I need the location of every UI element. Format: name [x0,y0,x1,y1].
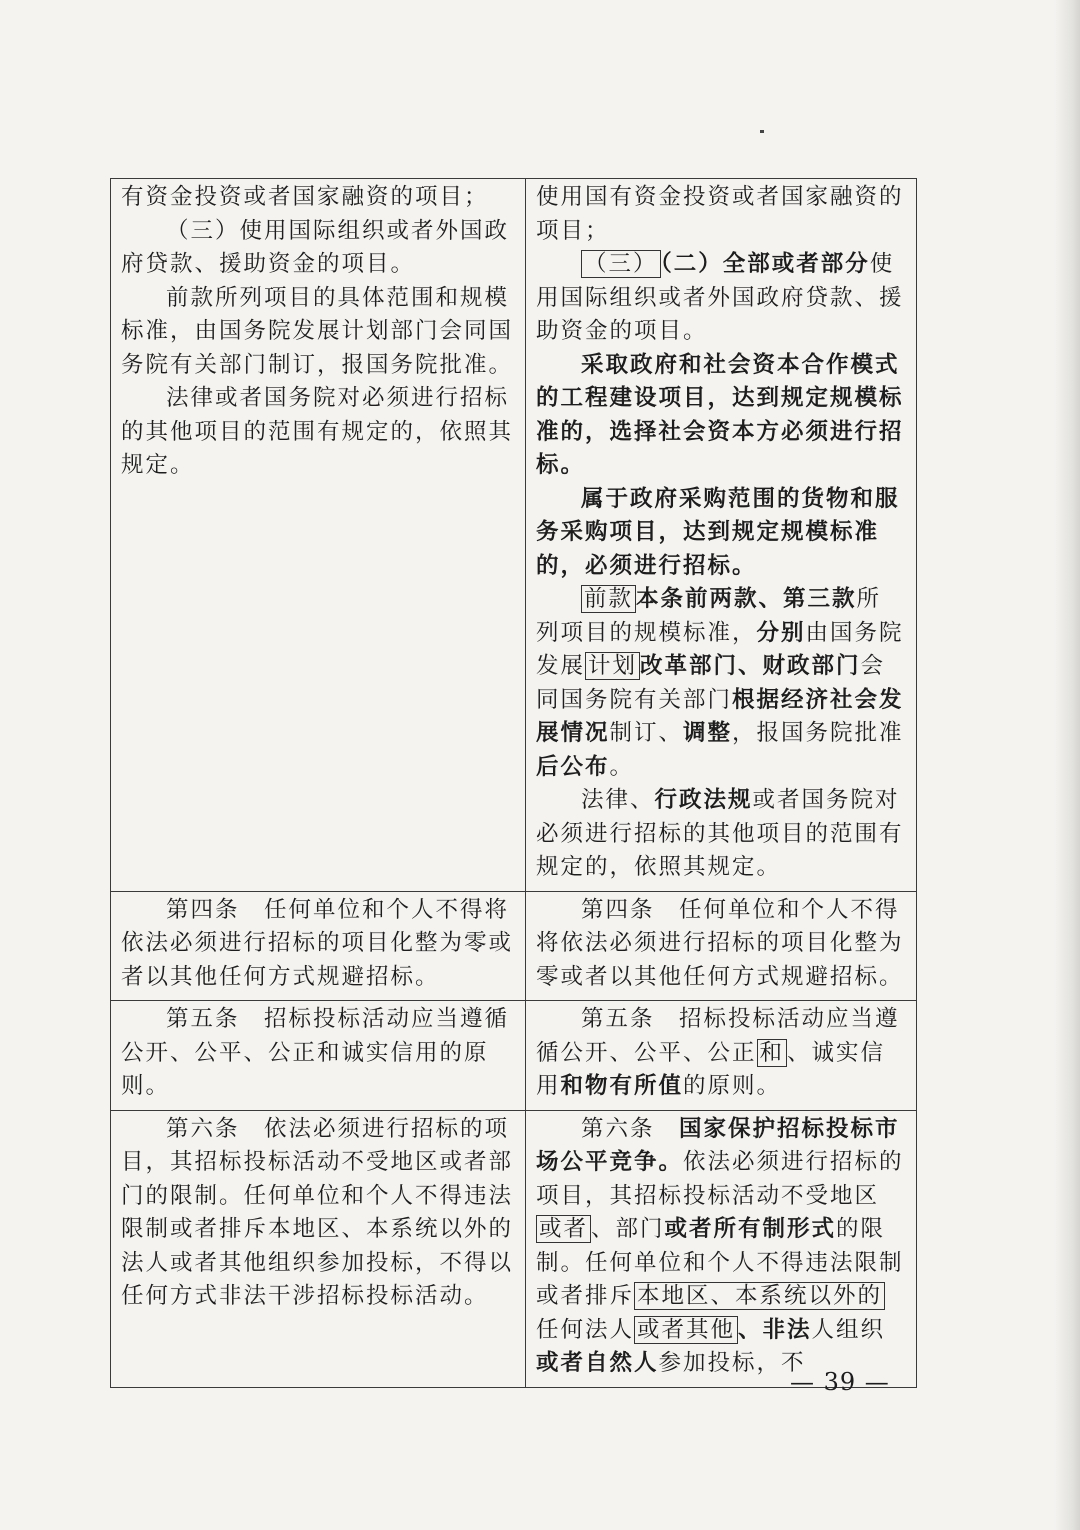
paragraph: 第五条 招标投标活动应当遵循公开、公平、公正和诚实信用的原则。 [121,1006,510,1099]
original-text-cell [111,179,526,892]
paragraph: 法律或者国务院对必须进行招标的其他项目的范围有规定的，依照其规定。 [121,385,514,478]
added-text: 后公布 [536,753,610,780]
text: 。 [609,753,635,780]
text: 的原则。 [683,1073,782,1099]
added-text: 和物有所值 [560,1073,684,1099]
text: 制订、 [609,720,684,746]
text: 的限制。任何单位和个人不得违法限制或者排斥 [536,1216,904,1309]
page-number: — 39 — [790,1368,890,1396]
page-edge-shadow [1054,0,1080,1530]
revised-text-cell [526,891,917,1001]
text: 任何法人 [536,1316,635,1343]
paragraph [536,1113,904,1381]
deleted-text-box: 前款 [581,585,636,613]
text: 、诚实信用 [536,1039,886,1099]
text: 所列项目的规模标准， [536,586,882,646]
text: 参加投标，不 [658,1350,806,1376]
paragraph: 第四条 任何单位和个人不得将依法必须进行招标的项目化整为零或者以其他任何方式规避招标。 [536,896,904,990]
original-text-cell [111,891,526,1001]
text: 由国务院发展 [536,619,904,679]
paragraph: 前款所列项目的具体范围和规模标准，由国务院发展计划部门会同国务院有关部门制订，报国务院批准。 [121,284,514,378]
added-text: 行政法规 [654,787,753,813]
paragraph: 第四条 任何单位和个人不得将依法必须进行招标的项目化整为零或者以其他任何方式规避招标。 [121,896,514,990]
added-text: 本条前两款、第三款 [636,586,857,612]
added-text: 调整 [683,720,733,746]
table-row [111,179,917,892]
added-paragraph: 属于政府采购范围的货物和服务采购项目，达到规定规模标准的，必须进行招标。 [536,485,900,579]
text: 第五条 招标投标活动应当遵循公开、公平、公正 [536,1006,900,1066]
original-text-cell [111,1001,526,1111]
table-row [111,891,917,1001]
text: 依法必须进行招标的项目，其招标投标活动不受地区 [536,1149,904,1209]
paragraph: 使用国有资金投资或者国家融资的项目； [536,184,904,244]
deleted-text-box: （三） [581,250,661,278]
added-text: 或者所有制形式 [664,1216,837,1242]
table-row [111,1110,917,1387]
paragraph [536,1003,904,1104]
paragraph [536,248,904,349]
comparison-table [110,178,917,1388]
paragraph [536,583,904,784]
revised-text-cell [526,1110,917,1387]
text: ，报国务院批准 [732,720,904,746]
table-row [111,1001,917,1111]
added-paragraph: 采取政府和社会资本合作模式的工程建设项目，达到规定规模标准的，选择社会资本方必须进行招标。 [536,351,904,478]
deleted-text-box: 或者 [536,1215,591,1243]
paragraph: （三）使用国际组织或者外国政府贷款、援助资金的项目。 [121,217,510,277]
deleted-text-box: 计划 [585,652,640,680]
paragraph: 第六条 依法必须进行招标的项目，其招标投标活动不受地区或者部门的限制。任何单位和个人不得违法限制或者排斥本地区、本系统以外的法人或者其他组织参加投标，不得以任何方式非法干涉招标投标活动。 [121,1115,514,1309]
text: 、部门 [591,1216,665,1242]
text: 使用国际组织或者外国政府贷款、援助资金的项目。 [536,251,904,344]
added-text: （二）全部或者部分 [660,251,870,277]
revised-text-cell [526,1001,917,1111]
text: 会同国务院有关部门 [536,653,886,713]
text: 或者国务院对必须进行招标的其他项目的范围有规定的，依照其规定。 [536,787,904,880]
scan-speck [760,130,764,133]
deleted-text-box: 和 [757,1039,788,1067]
paragraph [536,784,904,885]
added-text: 国家保护招标投标市场公平竞争。 [536,1115,900,1175]
text: 法律、 [581,787,655,813]
text: 第六条 [581,1115,680,1142]
added-text: 、非法 [738,1316,812,1343]
deleted-text-box: 本地区、本系统以外的 [634,1282,885,1310]
added-text: 根据经济社会发展情况 [536,686,904,746]
added-text: 或者自然人 [536,1350,659,1376]
paragraph: 有资金投资或者国家融资的项目； [121,184,489,210]
added-text: 分别 [756,619,806,646]
revised-text-cell [526,179,917,892]
text: 人组织 [811,1316,886,1343]
added-text: 改革部门、财政部门 [640,653,861,679]
original-text-cell [111,1110,526,1387]
deleted-text-box: 或者其他 [634,1316,738,1344]
